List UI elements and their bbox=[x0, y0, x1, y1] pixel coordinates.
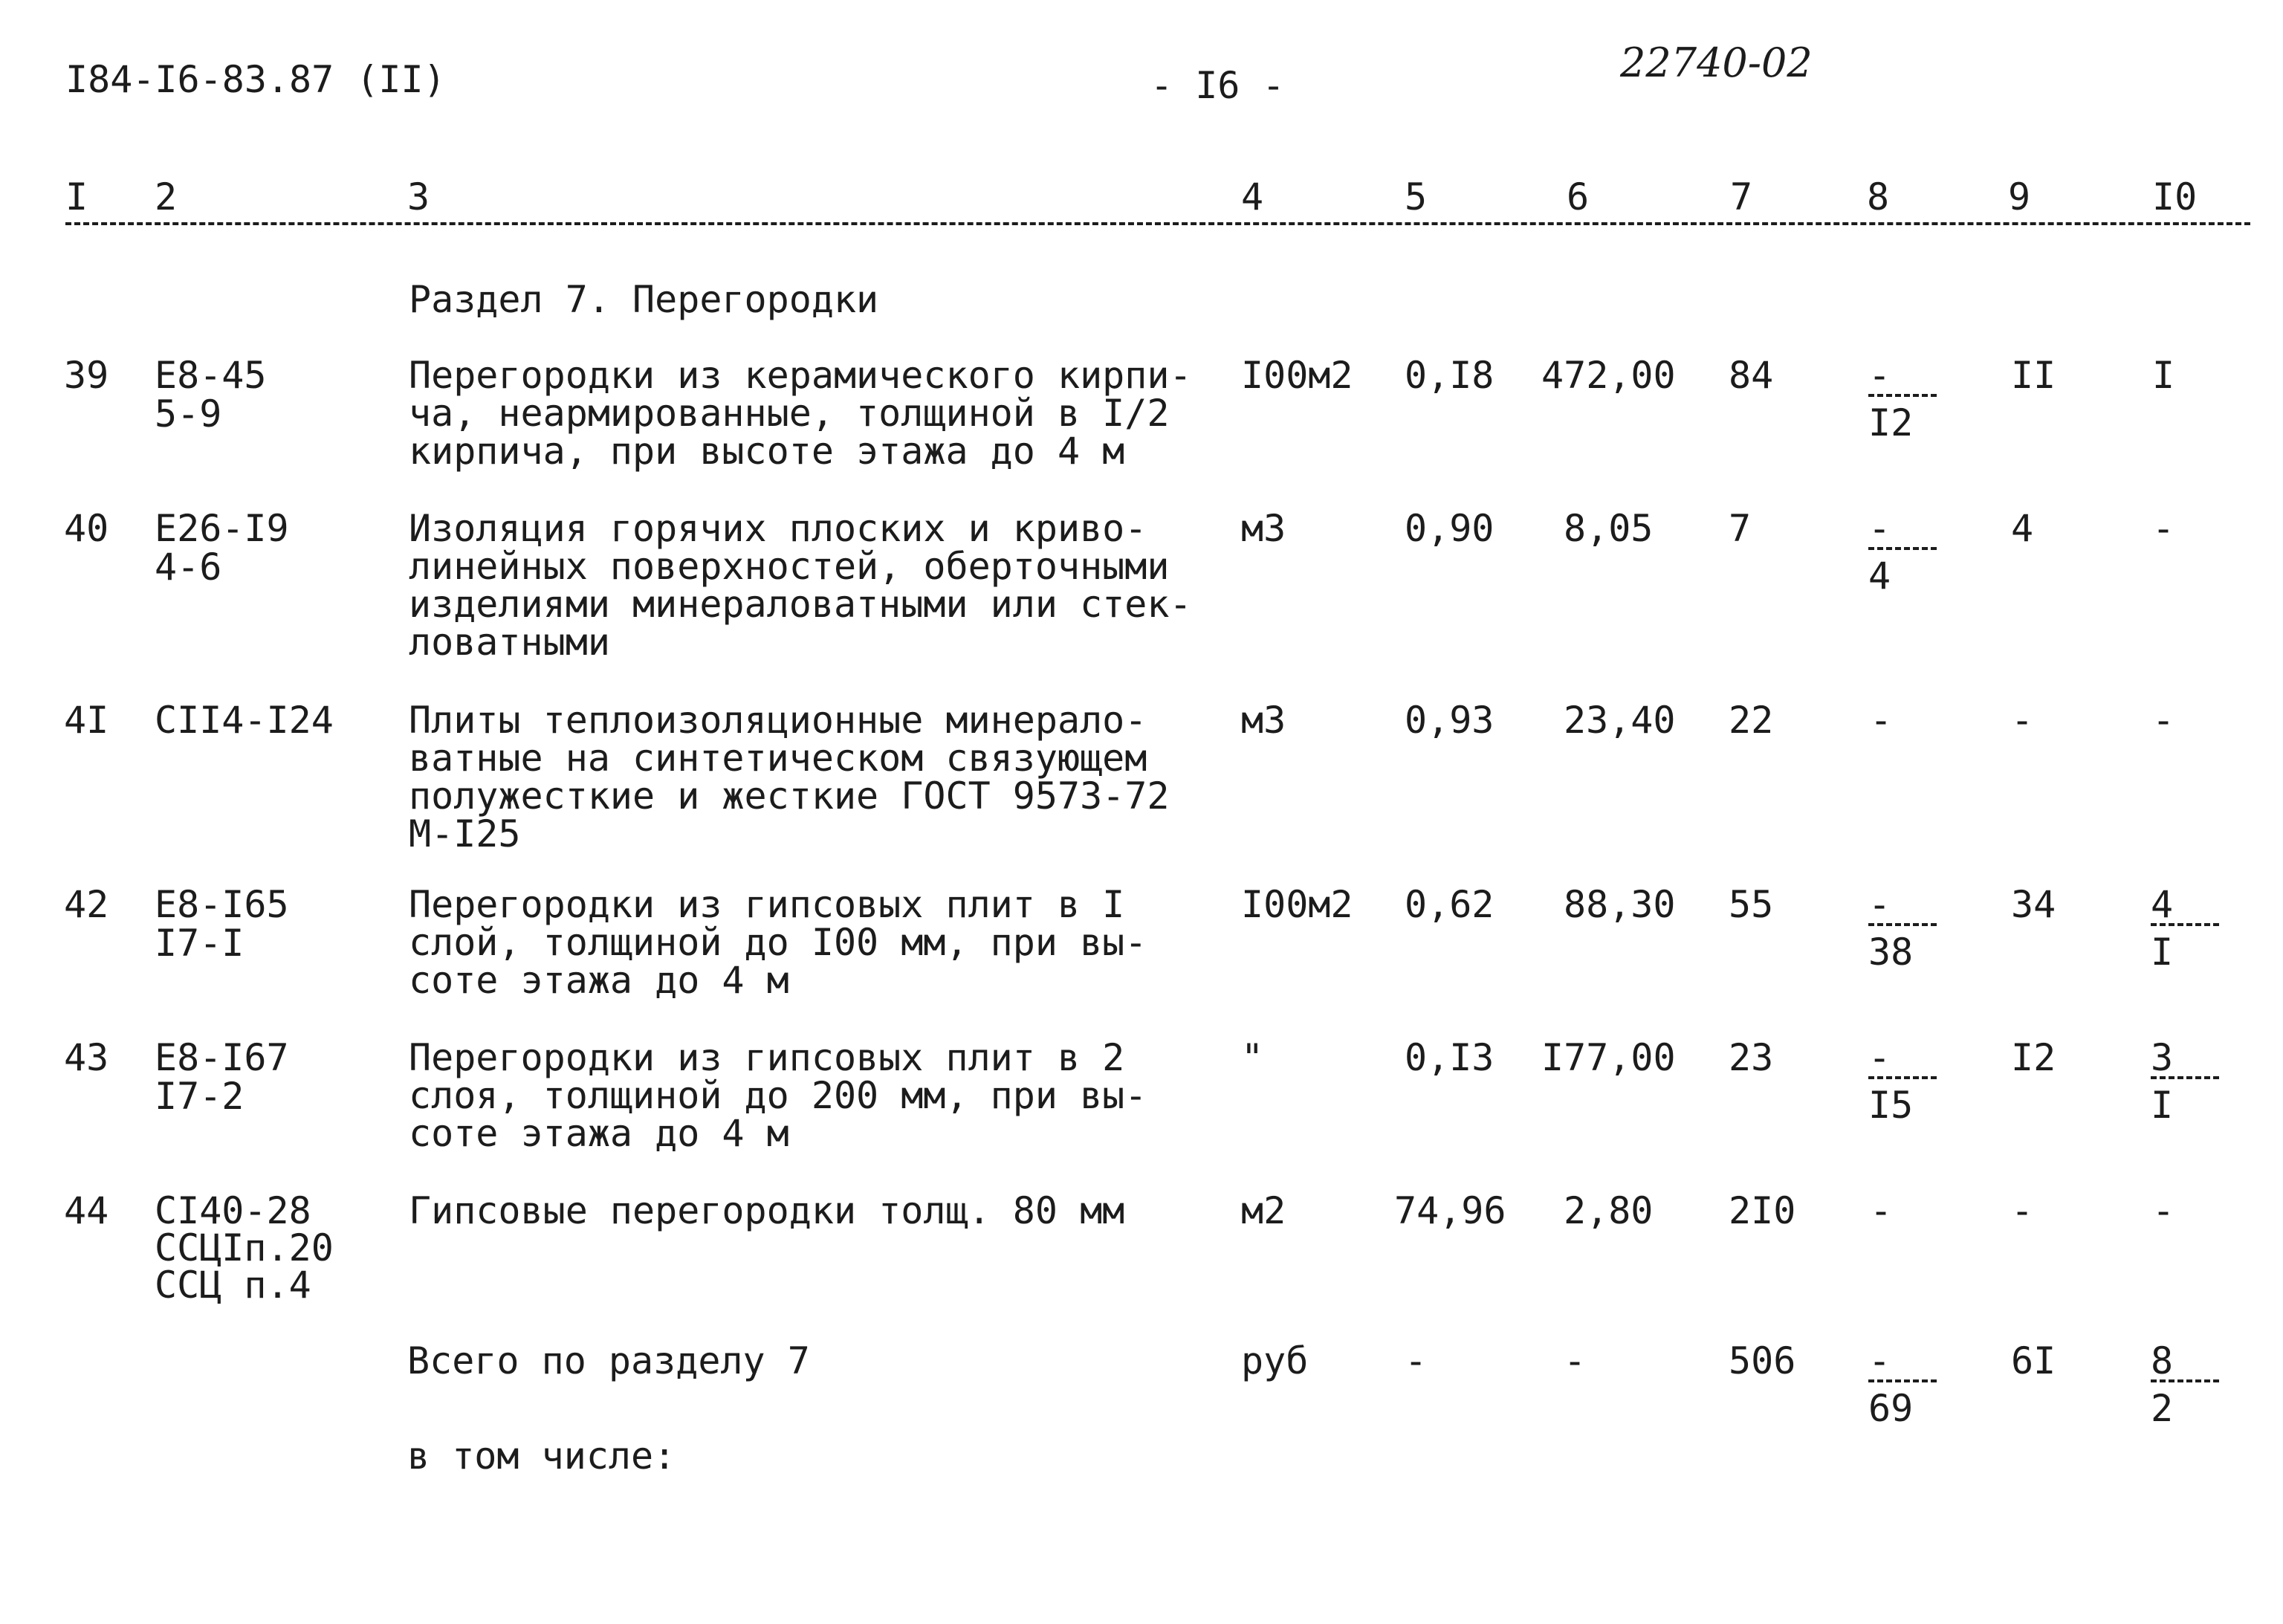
row-description: Перегородки из керамического кирпи- ча, неармированные, толщиной в I/2 кирпича, при высоте этажа до 4 м bbox=[409, 354, 1192, 473]
row-unit: м3 bbox=[1241, 699, 1286, 742]
row-price: I77,00 bbox=[1541, 1036, 1676, 1079]
row-code: I7-2 bbox=[155, 1075, 245, 1118]
column-number: 7 bbox=[1730, 175, 1753, 219]
column-number: 3 bbox=[407, 175, 430, 219]
row-quantity: 0,I8 bbox=[1405, 354, 1495, 397]
row-total: 84 bbox=[1729, 354, 1774, 397]
section-title: Раздел 7. Перегородки bbox=[409, 278, 879, 321]
row-number: 44 bbox=[64, 1189, 109, 1232]
row-quantity: 0,62 bbox=[1405, 883, 1495, 926]
page-number: - I6 - bbox=[1150, 64, 1285, 107]
row-code: CII4-I24 bbox=[155, 699, 334, 742]
row-code: E8-I67 bbox=[155, 1036, 289, 1079]
row-code: E8-I65 bbox=[155, 883, 289, 926]
row-col8-fraction: - 4 bbox=[1868, 510, 1937, 595]
document-code: I84-I6-83.87 (II) bbox=[65, 58, 446, 101]
row-code: 5-9 bbox=[155, 392, 222, 436]
handwritten-number: 22740-02 bbox=[1620, 39, 1813, 86]
summary-quantity: - bbox=[1405, 1339, 1428, 1382]
row-description: Перегородки из гипсовых плит в I слой, толщиной до I00 мм, при вы- соте этажа до 4 м bbox=[409, 883, 1147, 1002]
row-price: 2,80 bbox=[1564, 1189, 1654, 1232]
row-price: 472,00 bbox=[1541, 354, 1676, 397]
row-description: Плиты теплоизоляционные минерало- ватные на синтетическом связующем полужесткие и жесткие ГОСТ 9573-72 M-I25 bbox=[409, 699, 1170, 855]
row-total: 2I0 bbox=[1729, 1189, 1796, 1232]
row-number: 43 bbox=[64, 1036, 109, 1079]
row-code: E26-I9 bbox=[155, 507, 289, 550]
row-number: 39 bbox=[64, 354, 109, 397]
row-unit: " bbox=[1241, 1036, 1264, 1079]
summary-unit: руб bbox=[1241, 1339, 1309, 1382]
column-number: 4 bbox=[1241, 175, 1264, 219]
row-col8-fraction: - I2 bbox=[1868, 357, 1937, 441]
row-number: 40 bbox=[64, 507, 109, 550]
row-col8-fraction: - I5 bbox=[1868, 1039, 1937, 1124]
footer-note: в том числе: bbox=[407, 1434, 676, 1478]
row-number: 42 bbox=[64, 883, 109, 926]
row-code: ССЦ п.4 bbox=[155, 1264, 311, 1307]
row-code: E8-45 bbox=[155, 354, 267, 397]
summary-price: - bbox=[1564, 1339, 1587, 1382]
column-number: 5 bbox=[1405, 175, 1428, 219]
row-col9: 34 bbox=[2011, 883, 2056, 926]
row-col10: I bbox=[2152, 354, 2175, 397]
column-number: I0 bbox=[2152, 175, 2198, 219]
row-quantity: 0,I3 bbox=[1405, 1036, 1495, 1079]
row-col8: - bbox=[1870, 699, 1893, 742]
row-code: 4-6 bbox=[155, 546, 222, 589]
row-description: Гипсовые перегородки толщ. 80 мм bbox=[409, 1189, 1125, 1232]
row-col9: - bbox=[2011, 699, 2034, 742]
column-number: I bbox=[65, 175, 88, 219]
row-code: CI40-28 bbox=[155, 1189, 311, 1232]
row-col9: - bbox=[2011, 1189, 2034, 1232]
row-col10: - bbox=[2152, 1189, 2175, 1232]
row-unit: м3 bbox=[1241, 507, 1286, 550]
row-total: 7 bbox=[1729, 507, 1752, 550]
column-number: 8 bbox=[1867, 175, 1890, 219]
row-code: I7-I bbox=[155, 922, 245, 965]
column-number: 6 bbox=[1567, 175, 1590, 219]
summary-total: 506 bbox=[1729, 1339, 1796, 1382]
summary-col10-fraction: $\frac{8}{2}$ bbox=[2151, 1342, 2219, 1427]
row-col9: II bbox=[2011, 354, 2056, 397]
header-divider bbox=[65, 222, 2250, 225]
row-col10-fraction: $\frac{4}{I}$ bbox=[2151, 886, 2219, 971]
row-unit: I00м2 bbox=[1241, 883, 1353, 926]
summary-col8-fraction: - 69 bbox=[1868, 1342, 1937, 1427]
row-description: Изоляция горячих плоских и криво- линейных поверхностей, оберточными изделиями минераловатными или стек- ловатными bbox=[409, 507, 1192, 664]
column-number: 2 bbox=[155, 175, 178, 219]
row-col9: 4 bbox=[2011, 507, 2034, 550]
summary-label: Всего по разделу 7 bbox=[407, 1339, 810, 1382]
row-price: 88,30 bbox=[1564, 883, 1676, 926]
row-col8-fraction: - 38 bbox=[1868, 886, 1937, 971]
row-col8: - bbox=[1870, 1189, 1893, 1232]
summary-col9: 6I bbox=[2011, 1339, 2056, 1382]
row-quantity: 74,96 bbox=[1394, 1189, 1506, 1232]
row-col9: I2 bbox=[2011, 1036, 2056, 1079]
row-unit: м2 bbox=[1241, 1189, 1286, 1232]
row-total: 22 bbox=[1729, 699, 1774, 742]
row-price: 23,40 bbox=[1564, 699, 1676, 742]
row-col10: - bbox=[2152, 699, 2175, 742]
row-price: 8,05 bbox=[1564, 507, 1654, 550]
row-col10-fraction: $\frac{3}{I}$ bbox=[2151, 1039, 2219, 1124]
row-total: 55 bbox=[1729, 883, 1774, 926]
row-total: 23 bbox=[1729, 1036, 1774, 1079]
row-code: ССЦIп.20 bbox=[155, 1226, 334, 1269]
column-number: 9 bbox=[2008, 175, 2031, 219]
row-quantity: 0,93 bbox=[1405, 699, 1495, 742]
row-quantity: 0,90 bbox=[1405, 507, 1495, 550]
row-col10: - bbox=[2152, 507, 2175, 550]
row-description: Перегородки из гипсовых плит в 2 слоя, толщиной до 200 мм, при вы- соте этажа до 4 м bbox=[409, 1036, 1147, 1155]
row-unit: I00м2 bbox=[1241, 354, 1353, 397]
row-number: 4I bbox=[64, 699, 109, 742]
